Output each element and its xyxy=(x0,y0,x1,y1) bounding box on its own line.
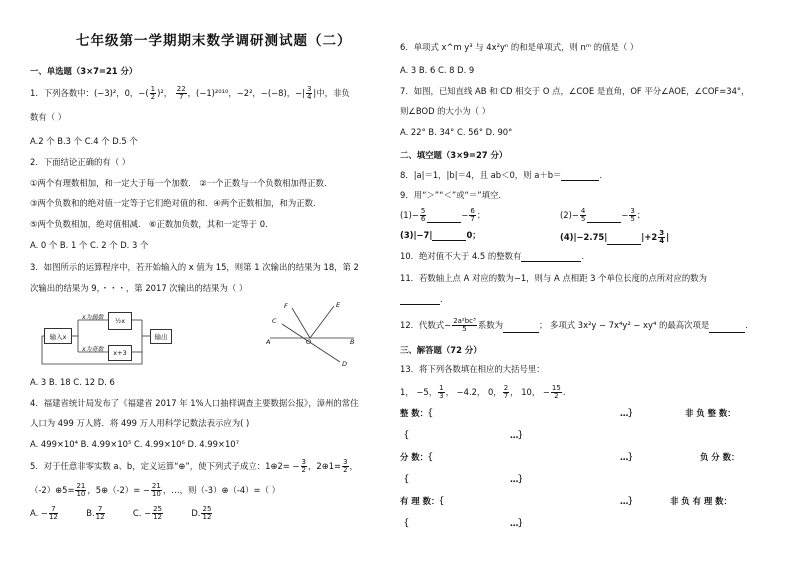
set-nonneg-int-open: ｛ xyxy=(400,430,409,440)
set-neg-frac-close: …｝ xyxy=(510,474,527,484)
point-D: D xyxy=(342,360,348,368)
q9-4-blank[interactable] xyxy=(607,235,641,245)
set-integers-close: …｝ xyxy=(620,408,637,418)
q9-part3: (3)|−7| 0； xyxy=(400,230,481,240)
set-neg-frac-open: ｛ xyxy=(400,474,409,484)
q3-line1: 3．如图所示的运算程序中，若开始输入的 x 值为 15，则第 1 次输出的结果为 18，第 2 xyxy=(30,262,359,272)
q5-options: A. − $\frac{7}{12}$ B. $\frac{7}{12}$ C. − $\frac{25}{12}$ D. $\frac{25}{12}$ xyxy=(30,505,212,521)
q9-1-blank[interactable] xyxy=(427,213,461,223)
point-F: F xyxy=(284,302,288,310)
point-E: E xyxy=(336,301,341,309)
q9-part2: (2)− $\frac{4}{5}$ − $\frac{3}{5}$ ； xyxy=(560,207,646,223)
section-fill-blank: 二、填空题（3×9=27 分） xyxy=(400,150,508,160)
q2-statement-3: ⑤两个负数相加，绝对值相减． ⑥正数加负数，其和一定等于 0． xyxy=(30,219,274,229)
q8: 8．|a|＝1，|b|＝4，且 ab＜0，则 a＋b＝ ． xyxy=(400,170,608,180)
q2-options: A. 0 个 B. 1 个 C. 2 个 D. 3 个 xyxy=(30,240,149,250)
q5-line1: 5．对于任意非零实数 a、b，定义运算“⊕”，使下列式子成立：1⊕2= − $\frac{3}{2}$ ，2⊕1= $\frac{3}{2}$ ， xyxy=(30,458,358,474)
page-title: 七年级第一学期期末数学调研测试题（二） xyxy=(76,33,352,49)
section-single-choice: 一、单选题（3×7=21 分） xyxy=(30,66,138,76)
q9-3-blank[interactable] xyxy=(432,231,466,241)
point-C: C xyxy=(272,317,277,325)
set-fractions: 分 数：｛ xyxy=(400,452,433,462)
label-odd: x为奇数 xyxy=(82,346,104,353)
q13-numbers: 1， −5， $\frac{1}{3}$ ， −4.2， 0， $\frac{2}{7}$ ， 10， − $\frac{15}{2}$ ． xyxy=(400,384,572,400)
point-A: A xyxy=(266,338,271,346)
q6-stem: 6．单项式 x^m y³ 与 4x²yⁿ 的和是单项式，则 nᵐ 的值是（ ） xyxy=(400,42,639,52)
output-box: 输出 xyxy=(150,329,172,344)
input-box: 输入x xyxy=(44,328,72,344)
q7-line2: 则∠BOD 的大小为（ ） xyxy=(400,106,491,116)
q1-options: A.2 个 B.3 个 C.4 个 D.5 个 xyxy=(30,136,138,146)
label-even: x为偶数 xyxy=(82,314,104,321)
q11-line1: 11．若数轴上点 A 对应的数为−1，则与 A 点相距 3 个单位长度的点所对应的数为 xyxy=(400,273,708,283)
q7-options: A. 22° B. 34° C. 56° D. 90° xyxy=(400,127,513,137)
q3-flowchart xyxy=(40,306,190,366)
q9-stem: 9．用“＞”“＜”或“＝”填空． xyxy=(400,190,507,200)
geometry-lines xyxy=(262,304,372,372)
set-nonneg-int: 非 负 整 数： xyxy=(685,408,736,418)
q5-line2: （-2）⊕5= $\frac{21}{10}$ ，5⊕（-2）= − $\frac{21}{10}$ ，…，则（-3）⊕（-4）=（ ） xyxy=(30,482,280,498)
q10-blank[interactable] xyxy=(521,252,581,262)
set-fractions-close: …｝ xyxy=(620,452,637,462)
set-nonneg-int-close: …｝ xyxy=(510,430,527,440)
q2-stem: 2．下面结论正确的有（ ） xyxy=(30,157,131,167)
half-box: ½x xyxy=(108,312,132,330)
add-three-box: x+3 xyxy=(108,345,132,361)
point-O: O xyxy=(306,338,312,346)
set-nonneg-rat: 非 负 有 理 数： xyxy=(670,496,732,506)
q2-statement-2: ③两个负数和的绝对值一定等于它们绝对值的和．④两个正数相加，和为正数． xyxy=(30,198,322,208)
q4-line1: 4．福建省统计局发布了《福建省 2017 年 1%人口抽样调查主要数据公报》，漳州的常住 xyxy=(30,398,359,408)
q1-frac-22-7: $\frac{22}{7}$ xyxy=(176,85,186,101)
q3-options: A. 3 B. 18 C. 12 D. 6 xyxy=(30,377,115,387)
q9-part4: (4)|−2.75| |+2 $\frac{3}{4}$ | xyxy=(560,229,670,245)
q13-stem: 13．将下列各数填在相应的大括号里： xyxy=(400,364,545,374)
q9-part1: (1)− $\frac{5}{6}$ − $\frac{6}{7}$ ； xyxy=(400,207,486,223)
set-neg-frac: 负 分 数： xyxy=(700,452,740,462)
q4-line2: 人口为 499 万人將．将 499 万人用科学记数法表示应为( ) xyxy=(30,418,250,428)
set-integers: 整 数：｛ xyxy=(400,408,433,418)
q6-options: A. 3 B. 6 C. 8 D. 9 xyxy=(400,65,475,75)
q10: 10．绝对值不大于 4.5 的整数有 ． xyxy=(400,251,590,261)
q1-line1: 1．下列各数中：(−3)²，0，−( $\frac{1}{2}$ )²， $\frac{22}{7}$ ，(−1)²⁰¹⁰，−2²，−(−8)，−| $\frac{3}{4}$ |中，非负 xyxy=(30,85,350,101)
q7-figure xyxy=(262,301,372,372)
left-column xyxy=(30,0,392,562)
q12-coef-blank[interactable] xyxy=(503,323,539,333)
point-B: B xyxy=(350,338,355,346)
q1-line2: 数有（ ） xyxy=(30,112,67,122)
set-rationals: 有 理 数：｛ xyxy=(400,496,444,506)
q11-blank[interactable] xyxy=(400,295,440,305)
q11-line2: ． xyxy=(400,294,448,305)
q4-options: A. 499×10⁴ B. 4.99×10⁵ C. 4.99×10⁶ D. 4.99×10⁷ xyxy=(30,439,239,449)
set-nonneg-rat-open: ｛ xyxy=(400,518,409,528)
q3-line2: 次输出的结果为 9，・・・，第 2017 次输出的结果为（ ） xyxy=(30,283,248,293)
section-answer: 三、解答题（72 分） xyxy=(400,345,482,355)
q7-line1: 7．如图，已知直线 AB 和 CD 相交于 O 点，∠COE 是直角，OF 平分∠AOE，∠COF=34°， xyxy=(400,86,750,96)
right-column xyxy=(400,0,772,562)
q12-term-blank[interactable] xyxy=(709,323,745,333)
q2-statement-1: ①两个有理数相加，和一定大于每一个加数． ②一个正数与一个负数相加得正数． xyxy=(30,178,333,188)
q8-blank[interactable] xyxy=(561,171,599,181)
q9-2-blank[interactable] xyxy=(587,213,621,223)
set-nonneg-rat-close: …｝ xyxy=(510,518,527,528)
q12: 12．代数式− $\frac{\text{2a²bc³}}{5}$ 系数为 ； 多项式 3x²y − 7x⁴y² − xy⁴ 的最高次项是 ． xyxy=(400,317,754,333)
set-rationals-close: …｝ xyxy=(620,496,637,506)
